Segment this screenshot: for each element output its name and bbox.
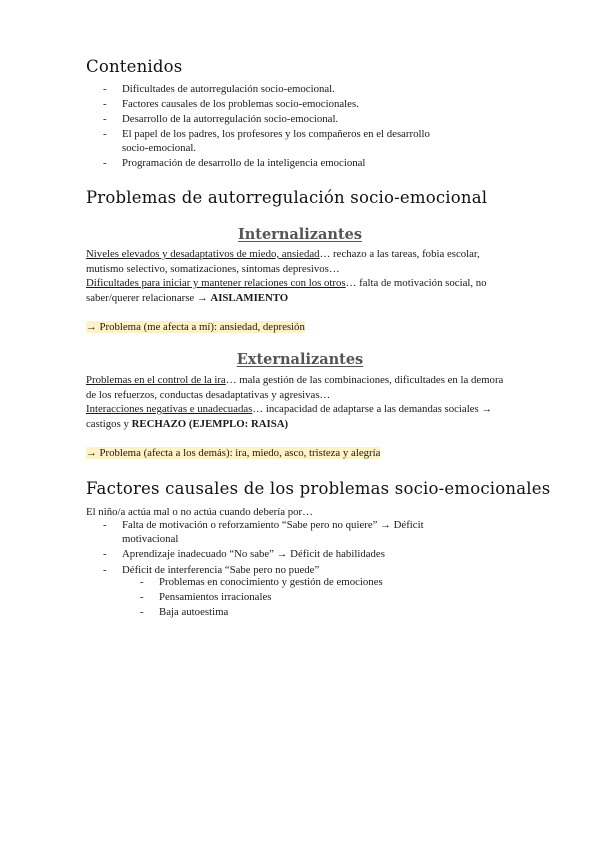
contenidos-heading: Contenidos (86, 57, 183, 76)
internalizantes-highlight-line (86, 320, 516, 335)
rechazo-bold: RECHAZO (EJEMPLO: RAISA) (131, 417, 289, 430)
list-item: - Dificultades de autorregulación socio-emocional. (103, 83, 403, 97)
list-item: - Problemas en conocimiento y gestión de emociones (140, 576, 460, 590)
list-item: - Desarrollo de la autorregulación socio-emocional. (103, 113, 403, 127)
externalizantes-paragraph (86, 373, 516, 431)
factores-intro: El niño/a actúa mal o no actúa cuando debería por… (86, 506, 313, 518)
list-item: - El papel de los padres, los profesores y los compañeros en el desarrollo socio-emocional. (103, 128, 452, 155)
internalizantes-paragraph (86, 247, 516, 305)
internalizantes-line1-rest: … rechazo a las tareas, fobia escolar, mutismo selectivo, somatizaciones, síntomas depresivos… (86, 248, 480, 275)
internalizantes-heading: Internalizantes (237, 226, 363, 243)
list-item: - Falta de motivación o reforzamiento “Sabe pero no quiere” → Déficit motivacional (103, 519, 442, 546)
factores-heading: Factores causales de los problemas socio-emocionales (86, 479, 551, 498)
factores-list (103, 519, 443, 577)
externalizantes-highlight-line (86, 446, 516, 461)
externalizantes-line1-underlined: Problemas en el control de la ira (86, 374, 226, 386)
externalizantes-line1-rest: … mala gestión de las combinaciones, dificultades en la demora de los refuerzos, conductas desadaptativas y agresivas… (86, 374, 504, 401)
list-item: - Pensamientos irracionales (140, 591, 460, 605)
externalizantes-heading: Externalizantes (236, 351, 364, 368)
externalizantes-line2-rest: … incapacidad de adaptarse a las demandas sociales → castigos y (86, 403, 493, 430)
list-item: - Factores causales de los problemas socio-emocionales. (103, 98, 403, 112)
internalizantes-line2-rest: … falta de motivación social, no saber/querer relacionarse → (86, 277, 487, 304)
list-item: - Programación de desarrollo de la inteligencia emocional (103, 157, 403, 171)
contenidos-list (103, 83, 430, 170)
problemas-heading: Problemas de autorregulación socio-emocional (86, 188, 488, 207)
factores-sublist (140, 576, 460, 620)
list-item: - Aprendizaje inadecuado “No sabe” → Déficit de habilidades (103, 548, 443, 562)
internalizantes-line1-underlined: Niveles elevados y desadaptativos de miedo, ansiedad (86, 248, 320, 260)
internalizantes-line2-underlined: Dificultades para iniciar y mantener relaciones con los otros (86, 277, 346, 289)
externalizantes-highlight: → Problema (afecta a los demás): ira, miedo, asco, tristeza y alegría (86, 447, 381, 459)
aislamiento-bold: AISLAMIENTO (210, 291, 289, 304)
internalizantes-highlight: → Problema (me afecta a mí): ansiedad, depresión (86, 321, 305, 333)
list-item: - Baja autoestima (140, 606, 460, 620)
list-item: - Déficit de interferencia “Sabe pero no puede” (103, 564, 443, 578)
externalizantes-line2-underlined: Interacciones negativas e unadecuadas (86, 403, 253, 415)
